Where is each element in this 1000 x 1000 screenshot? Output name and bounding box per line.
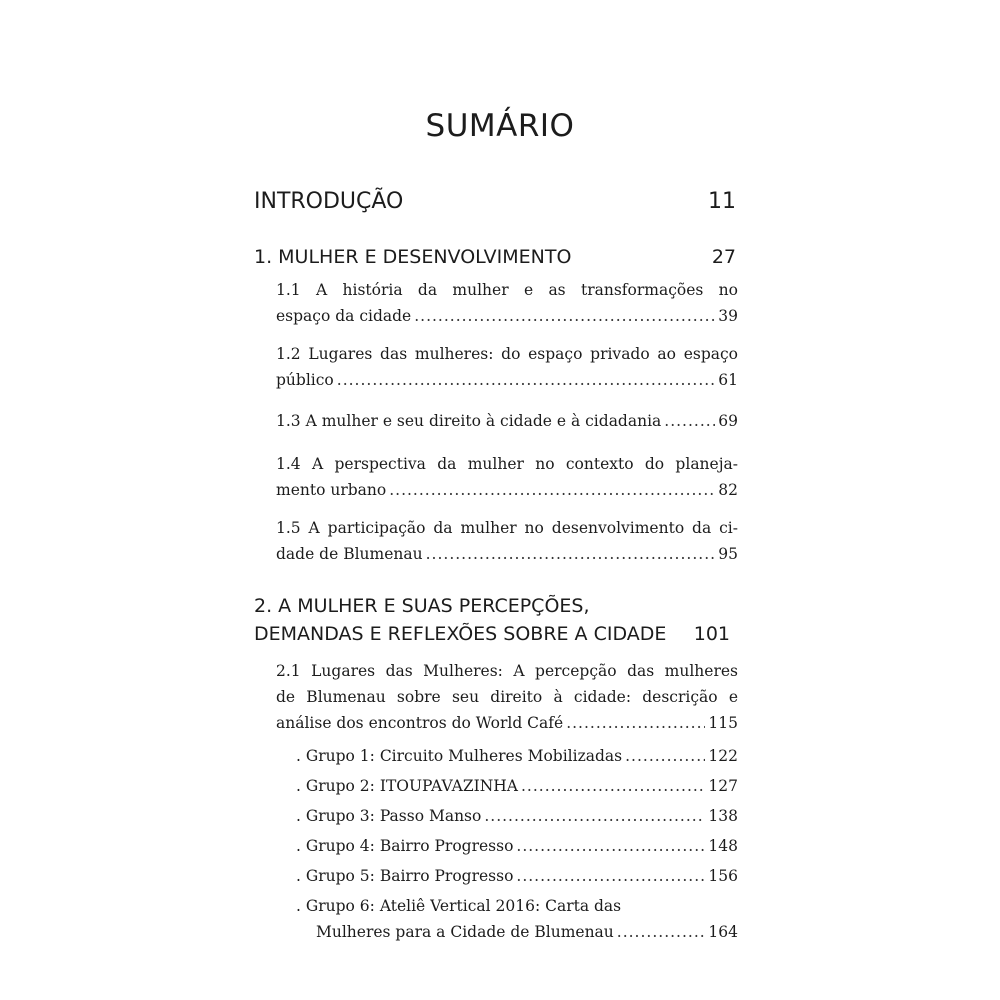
entry-leader-line (296, 803, 738, 829)
entry-leader-line (276, 367, 738, 393)
entry-line: mento urbano (276, 481, 387, 499)
entry-page-number: 127 (708, 777, 738, 795)
group-label: . Grupo 2: ITOUPAVAZINHA (296, 777, 518, 795)
entry-leader-line (276, 408, 738, 434)
entry-page-number: 138 (708, 807, 738, 825)
entry-page-number: 164 (708, 923, 738, 941)
dot-leader (516, 833, 705, 859)
toc-entry-1-2 (276, 341, 738, 393)
entry-line: 1.2 Lugares das mulheres: do espaço privado ao espaço (276, 345, 738, 363)
entry-line: público (276, 371, 334, 389)
entry-line: 2.1 Lugares das Mulheres: A percepção das mulheres (276, 662, 738, 680)
dot-leader (484, 803, 705, 829)
entry-page-number: 115 (708, 714, 738, 732)
dot-leader (664, 408, 715, 434)
entry-page-number: 122 (708, 747, 738, 765)
toc-entry-1-5 (276, 515, 738, 567)
toc-group-3 (296, 803, 738, 829)
entry-page-number: 39 (718, 307, 738, 325)
entry-page-number: 95 (718, 545, 738, 563)
entry-line: dade de Blumenau (276, 545, 423, 563)
entry-page-number: 148 (708, 837, 738, 855)
entry-line: 1.4 A perspectiva da mulher no contexto do planeja- (276, 455, 738, 473)
chapter-label: 2. A MULHER E SUAS PERCEPÇÕES, (254, 595, 590, 617)
chapter-page-number: 101 (693, 623, 730, 645)
entry-leader-line (296, 743, 738, 769)
dot-leader (566, 710, 705, 736)
chapter-label: DEMANDAS E REFLEXÕES SOBRE A CIDADE (254, 623, 667, 645)
dot-leader (521, 773, 705, 799)
entry-leader-line (276, 541, 738, 567)
entry-leader-line (276, 710, 738, 736)
toc-group-4 (296, 833, 738, 859)
entry-line: de Blumenau sobre seu direito à cidade: descrição e (276, 688, 738, 706)
toc-group-1 (296, 743, 738, 769)
toc-group-2 (296, 773, 738, 799)
section-page-number: 11 (708, 189, 736, 214)
entry-line: 1.1 A história da mulher e as transformações no (276, 281, 738, 299)
entry-line: espaço da cidade (276, 307, 412, 325)
toc-group-6 (296, 893, 738, 945)
entry-page-number: 82 (718, 481, 738, 499)
group-label: . Grupo 4: Bairro Progresso (296, 837, 514, 855)
group-label: . Grupo 6: Ateliê Vertical 2016: Carta das (296, 897, 622, 915)
dot-leader (414, 303, 715, 329)
entry-leader-line (296, 833, 738, 859)
group-label: Mulheres para a Cidade de Blumenau (316, 923, 614, 941)
entry-page-number: 69 (718, 412, 738, 430)
entry-leader-line (296, 773, 738, 799)
entry-page-number: 156 (708, 867, 738, 885)
group-label: . Grupo 3: Passo Manso (296, 807, 482, 825)
entry-leader-line (276, 303, 738, 329)
toc-entry-1-4 (276, 451, 738, 503)
chapter-label: 1. MULHER E DESENVOLVIMENTO (254, 246, 572, 268)
dot-leader (337, 367, 716, 393)
page-title: SUMÁRIO (425, 108, 575, 144)
dot-leader (625, 743, 705, 769)
toc-chapter-1 (254, 243, 740, 271)
group-label: . Grupo 5: Bairro Progresso (296, 867, 514, 885)
section-label: INTRODUÇÃO (254, 189, 404, 214)
group-label: . Grupo 1: Circuito Mulheres Mobilizadas (296, 747, 623, 765)
toc-entry-2-1 (276, 658, 738, 736)
entry-leader-line (316, 919, 738, 945)
dot-leader (617, 919, 706, 945)
entry-page-number: 61 (718, 371, 738, 389)
toc-entry-1-1 (276, 277, 738, 329)
toc-group-5 (296, 863, 738, 889)
entry-line: 1.3 A mulher e seu direito à cidade e à cidadania (276, 412, 662, 430)
toc-section-introduction (254, 188, 740, 218)
dot-leader (426, 541, 716, 567)
entry-leader-line (276, 477, 738, 503)
entry-line: análise dos encontros do World Café (276, 714, 564, 732)
entry-line: 1.5 A participação da mulher no desenvolvimento da ci- (276, 519, 738, 537)
toc-chapter-2 (254, 592, 740, 648)
dot-leader (516, 863, 705, 889)
entry-leader-line (296, 863, 738, 889)
toc-entry-1-3 (276, 408, 738, 434)
dot-leader (389, 477, 715, 503)
chapter-page-number: 27 (711, 246, 736, 268)
